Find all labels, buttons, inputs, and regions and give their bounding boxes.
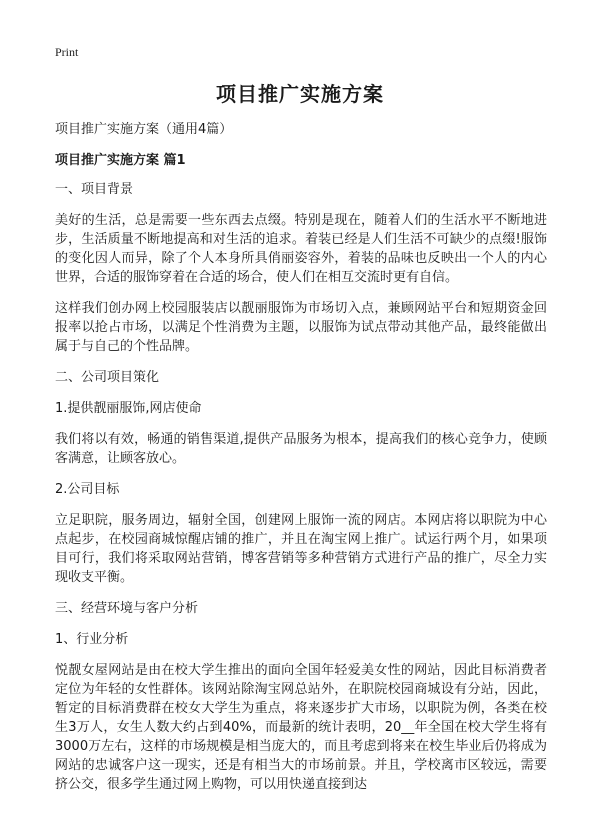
paragraph-background-2: 这样我们创办网上校园服装店以靓丽服饰为市场切入点，兼顾网站平台和短期资金回报率以抢占市场，以满足个性消费为主题，以服饰为试点带动其他产品，最终能做出属于与自己的个性品牌。 [55, 301, 547, 354]
paragraph-strategy-goal: 立足职院，服务周边，辐射全国，创建网上服饰一流的网店。本网店将以职院为中心点起步，在校园商城惊醒店铺的推广，并且在淘宝网上推广。试运行两个月，如果项目可行，我们将采取网站营销，博客营销等多种营销方式进行产品的推广，尽全力实现收支平衡。 [55, 513, 547, 585]
paragraph-background-1: 美好的生活，总是需要一些东西去点缀。特别是现在，随着人们的生活水平不断地进步，生活质量不断地提高和对生活的追求。着装已经是人们生活不可缺少的点缀!服饰的变化因人而异，除了个人本身所具俏丽姿容外，着装的品味也反映出一个人的内心世界，合适的服饰穿着在合适的场合，使人们在相互交流时更有自信。 [55, 213, 547, 285]
section-heading: 项目推广实施方案 篇1 [55, 153, 186, 168]
paragraph-strategy-mission: 我们将以有效，畅通的销售渠道,提供产品服务为根本，提高我们的核心竞争力，使顾客满意，让顾客放心。 [55, 432, 547, 466]
heading-industry-analysis: 1、行业分析 [55, 632, 129, 647]
heading-company-strategy: 二、公司项目策化 [55, 370, 160, 385]
document-subtitle: 项目推广实施方案（通用4篇） [55, 122, 233, 137]
document-body [55, 120, 547, 806]
document-title: 项目推广实施方案 [216, 82, 384, 106]
heading-strategy-mission: 1.提供靓丽服饰,网店使命 [55, 401, 202, 416]
heading-project-background: 一、项目背景 [55, 182, 134, 197]
print-label: Print [55, 45, 79, 59]
paragraph-industry-analysis: 悦靓女屋网站是由在校大学生推出的面向全国年轻爱美女性的网站，因此目标消费者定位为年轻的女性群体。该网站除淘宝网总站外，在职院校园商城设有分站，因此，暂定的目标消费群在校女大学生为重点，将来逐步扩大市场，以职院为例，各类在校生3万人，女生人数大约占到40%，而最新的统计表明，20__年全国在校大学生将有3000万左右，这样的市场规模是相当庞大的，而且考虑到将来在校生毕业后仍将成为网站的忠诚客户这一现实，还是有相当大的市场前景。并且，学校离市区较远，需要挤公交，很多学生通过网上购物，可以用快递直接到达 [55, 663, 547, 792]
heading-strategy-goal: 2.公司目标 [55, 482, 120, 497]
heading-environment-analysis: 三、经营环境与客户分析 [55, 601, 199, 616]
